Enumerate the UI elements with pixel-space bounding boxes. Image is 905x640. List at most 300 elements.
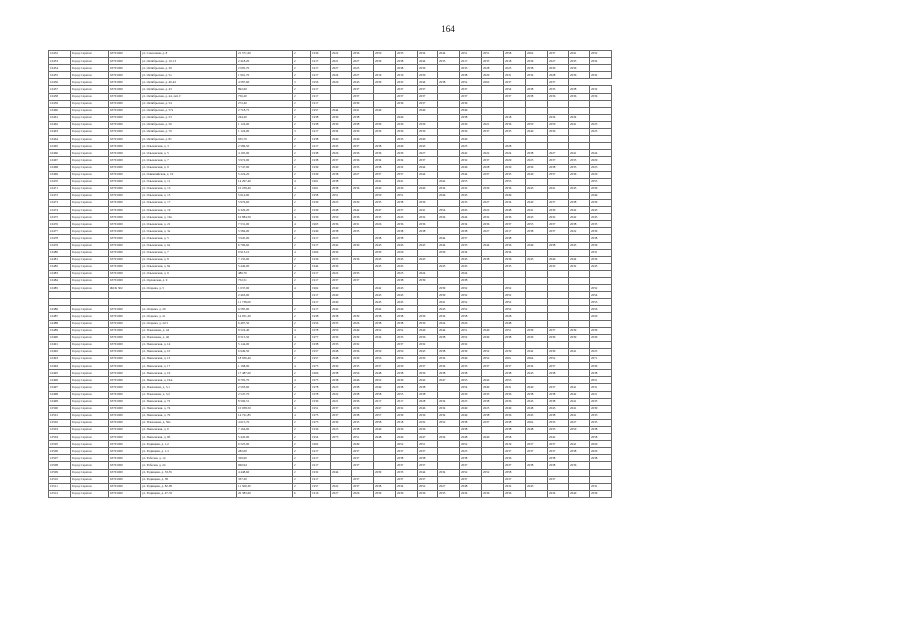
table-cell: 2019 bbox=[504, 441, 526, 448]
table-cell: 2040 bbox=[526, 199, 548, 206]
table-cell: 2043 bbox=[460, 207, 482, 214]
table-cell: 2034 bbox=[438, 434, 460, 441]
table-cell: Город Саратов bbox=[71, 129, 109, 136]
table-cell bbox=[569, 292, 590, 299]
table-cell: 63701000 bbox=[109, 171, 141, 178]
table-cell: Город Саратов bbox=[71, 86, 109, 93]
table-cell: 2073 bbox=[331, 434, 352, 441]
table-cell: 10452 bbox=[49, 51, 71, 58]
table-cell: 2025 bbox=[460, 448, 482, 455]
table-cell: 2021 bbox=[331, 58, 352, 65]
table-cell: ул. Ольховская, д. 3а bbox=[141, 228, 237, 235]
table-cell: 2029 bbox=[482, 72, 504, 79]
table-cell bbox=[482, 263, 504, 270]
table-cell: 2 bbox=[293, 462, 311, 469]
table-cell bbox=[482, 249, 504, 256]
table-cell: 2038 bbox=[460, 72, 482, 79]
table-cell: 2043 bbox=[526, 412, 548, 419]
table-cell: Город Саратов bbox=[71, 476, 109, 483]
table-cell: 2 bbox=[293, 228, 311, 235]
table-cell: 6 949,50 bbox=[237, 348, 293, 355]
table-cell: ул. Ольховская, д. 11 bbox=[141, 178, 237, 185]
table-cell: 10473 bbox=[49, 199, 71, 206]
table-cell: 2050 bbox=[374, 51, 396, 58]
table-cell: 10489 bbox=[49, 327, 71, 334]
table-cell: 2 547,70 bbox=[237, 391, 293, 398]
table-cell bbox=[418, 249, 438, 256]
table-cell: 2 bbox=[293, 448, 311, 455]
table-cell: 2045 bbox=[396, 285, 418, 292]
table-cell: 2039 bbox=[352, 334, 374, 341]
table-cell: 4 bbox=[293, 285, 311, 292]
table-cell: 1966 bbox=[311, 249, 331, 256]
table-cell: 2037 bbox=[460, 476, 482, 483]
table-cell bbox=[438, 150, 460, 157]
table-row bbox=[49, 72, 612, 79]
table-cell: 752,51 bbox=[237, 278, 293, 285]
table-cell: 3 945,00 bbox=[237, 235, 293, 242]
table-cell bbox=[482, 448, 504, 455]
table-cell bbox=[352, 469, 374, 476]
table-cell: 2019 bbox=[396, 72, 418, 79]
table-cell: 2027 bbox=[548, 58, 569, 65]
table-cell bbox=[438, 341, 460, 348]
table-cell: 10467 bbox=[49, 157, 71, 164]
table-cell: 63701000 bbox=[109, 327, 141, 334]
table-cell: 20 383,60 bbox=[237, 490, 293, 497]
table-cell: 10474 bbox=[49, 207, 71, 214]
table-cell: 2 bbox=[293, 114, 311, 121]
table-cell bbox=[548, 136, 569, 143]
table-cell: 5 144,00 bbox=[237, 341, 293, 348]
table-cell: 2030 bbox=[352, 199, 374, 206]
table-cell: 3 972,00 bbox=[237, 157, 293, 164]
table-cell: 2017 bbox=[396, 398, 418, 405]
table-cell: 2038 bbox=[374, 164, 396, 171]
table-cell: 63701000 bbox=[109, 334, 141, 341]
table-cell: 2040 bbox=[331, 299, 352, 306]
table-cell: 2045 bbox=[396, 292, 418, 299]
table-cell: 1917 bbox=[311, 242, 331, 249]
table-cell: 63701000 bbox=[109, 320, 141, 327]
table-cell: 2 bbox=[293, 263, 311, 270]
table-cell: 2027 bbox=[331, 490, 352, 497]
table-cell: 2058 bbox=[504, 434, 526, 441]
table-cell: 10454 bbox=[49, 65, 71, 72]
table-cell: 10502 bbox=[49, 419, 71, 426]
table-cell: 2028 bbox=[548, 72, 569, 79]
table-cell: 1957 bbox=[311, 107, 331, 114]
table-cell: 10508 bbox=[49, 462, 71, 469]
table-cell bbox=[418, 114, 438, 121]
table-cell: 1938 bbox=[311, 136, 331, 143]
table-cell: 2041 bbox=[526, 207, 548, 214]
table-cell: 1978 bbox=[311, 391, 331, 398]
table-cell: 2041 bbox=[569, 348, 590, 355]
table-cell: 2050 bbox=[526, 121, 548, 128]
table-cell: 2042 bbox=[331, 306, 352, 313]
table-cell bbox=[569, 249, 590, 256]
table-cell: 2023 bbox=[331, 199, 352, 206]
table-cell: 2 bbox=[293, 441, 311, 448]
table-cell: ЖСК 302 bbox=[109, 285, 141, 292]
table-cell: 10488 bbox=[49, 320, 71, 327]
table-cell: 10490 bbox=[49, 334, 71, 341]
table-cell: ул. Ольховская, д. 17 bbox=[141, 199, 237, 206]
table-cell: 2042 bbox=[460, 150, 482, 157]
table-cell: 9 515,50 bbox=[237, 334, 293, 341]
table-cell: 1957 bbox=[311, 483, 331, 490]
table-cell: Город Саратов bbox=[71, 348, 109, 355]
table-cell: 2052 bbox=[460, 285, 482, 292]
table-cell: ул. Ольховская, д. 5 bbox=[141, 235, 237, 242]
table-cell bbox=[352, 292, 374, 299]
table-cell: 2040 bbox=[526, 384, 548, 391]
table-cell: 2052 bbox=[504, 299, 526, 306]
table-cell: 2038 bbox=[504, 370, 526, 377]
table-cell: 2039 bbox=[438, 285, 460, 292]
table-cell: 2030 bbox=[352, 129, 374, 136]
table-cell: ул. Октябрьская, д. 43 bbox=[141, 86, 237, 93]
table-row bbox=[49, 235, 612, 242]
table-cell: Город Саратов bbox=[71, 136, 109, 143]
table-cell: 2035 bbox=[590, 419, 612, 426]
table-cell: 2036 bbox=[590, 256, 612, 263]
table-cell: 2038 bbox=[396, 228, 418, 235]
table-cell: 2037 bbox=[504, 221, 526, 228]
table-cell: 2051 bbox=[331, 192, 352, 199]
table-cell: 2050 bbox=[396, 348, 418, 355]
table-cell: 2031 bbox=[590, 384, 612, 391]
table-cell: 2035 bbox=[504, 171, 526, 178]
table-cell: Город Саратов bbox=[71, 341, 109, 348]
table-cell: 2049 bbox=[482, 334, 504, 341]
table-cell: 2024 bbox=[331, 72, 352, 79]
table-cell: 2037 bbox=[418, 363, 438, 370]
table-cell: 9 913,10 bbox=[237, 249, 293, 256]
table-cell bbox=[438, 228, 460, 235]
table-cell: 2027 bbox=[438, 483, 460, 490]
table-cell: 63701000 bbox=[109, 377, 141, 384]
table-cell: 10457 bbox=[49, 86, 71, 93]
table-cell: 5 224,20 bbox=[237, 171, 293, 178]
table-cell: 2038 bbox=[504, 426, 526, 433]
table-cell bbox=[569, 100, 590, 107]
table-cell: 2034 bbox=[396, 157, 418, 164]
table-cell: 2038 bbox=[548, 412, 569, 419]
table-cell: 1917 bbox=[311, 476, 331, 483]
table-cell: 2052 bbox=[460, 299, 482, 306]
table-cell: 2037 bbox=[460, 462, 482, 469]
table-cell: 960,94 bbox=[237, 462, 293, 469]
table-cell: 2043 bbox=[418, 256, 438, 263]
table-cell: 5 976,60 bbox=[237, 199, 293, 206]
table-cell: 2058 bbox=[374, 419, 396, 426]
table-cell: 2058 bbox=[590, 434, 612, 441]
table-cell: 2049 bbox=[352, 327, 374, 334]
table-cell: 2036 bbox=[504, 398, 526, 405]
table-row bbox=[49, 278, 612, 285]
table-cell: 2035 bbox=[590, 221, 612, 228]
table-cell: 10469 bbox=[49, 171, 71, 178]
table-cell: 2043 bbox=[374, 242, 396, 249]
table-cell: ул. Плеханова, д. 5,2 bbox=[141, 391, 237, 398]
table-row bbox=[49, 306, 612, 313]
table-cell bbox=[526, 469, 548, 476]
table-cell: 2036 bbox=[396, 185, 418, 192]
table-cell: 2 593,60 bbox=[237, 384, 293, 391]
table-cell bbox=[438, 270, 460, 277]
table-row bbox=[49, 448, 612, 455]
table-cell: 2036 bbox=[418, 490, 438, 497]
table-cell: 2039 bbox=[590, 228, 612, 235]
table-cell: 2035 bbox=[374, 214, 396, 221]
table-cell: 2036 bbox=[352, 51, 374, 58]
table-cell: 2061 bbox=[504, 356, 526, 363]
table-cell: 2040 bbox=[526, 171, 548, 178]
table-cell: 63701000 bbox=[109, 256, 141, 263]
table-cell: 2038 bbox=[352, 412, 374, 419]
table-cell: 63701000 bbox=[109, 441, 141, 448]
table-cell: 2034 bbox=[438, 313, 460, 320]
table-cell: 2022 bbox=[482, 150, 504, 157]
table-cell: 2037 bbox=[482, 157, 504, 164]
table-cell: 2032 bbox=[396, 79, 418, 86]
table-cell: 2045 bbox=[460, 256, 482, 263]
table-cell: 2036 bbox=[418, 426, 438, 433]
table-cell: 2 bbox=[293, 235, 311, 242]
table-cell: 1917 bbox=[311, 100, 331, 107]
table-cell: 2038 bbox=[438, 370, 460, 377]
table-cell: 2026 bbox=[374, 221, 396, 228]
table-cell: Город Саратов bbox=[71, 51, 109, 58]
table-cell: 2 bbox=[293, 483, 311, 490]
table-cell: 2034 bbox=[418, 51, 438, 58]
table-cell bbox=[590, 100, 612, 107]
table-cell: 2036 bbox=[352, 348, 374, 355]
table-cell: 4 bbox=[293, 185, 311, 192]
table-cell: 2029 bbox=[396, 249, 418, 256]
table-cell: 2038 bbox=[352, 391, 374, 398]
table-cell: ул. Огарева, д. 21 bbox=[141, 313, 237, 320]
table-cell bbox=[482, 370, 504, 377]
table-cell: 892,60 bbox=[237, 86, 293, 93]
table-cell: 2037 bbox=[548, 476, 569, 483]
table-cell: 2040 bbox=[460, 136, 482, 143]
table-cell: 8 506,51 bbox=[237, 398, 293, 405]
table-cell: 2036 bbox=[396, 129, 418, 136]
table-cell: 2038 bbox=[460, 419, 482, 426]
table-cell bbox=[438, 455, 460, 462]
table-cell: ул. Рабочая, д. 14 bbox=[141, 455, 237, 462]
table-cell: 63701000 bbox=[109, 455, 141, 462]
table-cell: 2032 bbox=[418, 419, 438, 426]
table-cell: 2036 bbox=[482, 490, 504, 497]
table-cell bbox=[331, 455, 352, 462]
table-cell bbox=[526, 178, 548, 185]
table-cell: 2038 bbox=[331, 370, 352, 377]
table-cell: 2037 bbox=[460, 235, 482, 242]
table-cell: 2052 bbox=[438, 419, 460, 426]
table-cell bbox=[141, 299, 237, 306]
table-cell: 2018 bbox=[396, 419, 418, 426]
table-cell: 63701000 bbox=[109, 136, 141, 143]
table-cell: ул. Орловская, д. 9 bbox=[141, 278, 237, 285]
table-cell bbox=[374, 455, 396, 462]
table-cell: 2043 bbox=[526, 256, 548, 263]
table-cell: 2035 bbox=[460, 363, 482, 370]
table-cell: 2038 bbox=[374, 483, 396, 490]
table-cell: 2048 bbox=[504, 320, 526, 327]
table-cell bbox=[569, 341, 590, 348]
table-cell: 2052 bbox=[374, 377, 396, 384]
table-cell: 2037 bbox=[352, 143, 374, 150]
table-cell: 2 bbox=[293, 370, 311, 377]
table-cell: 2030 bbox=[548, 65, 569, 72]
table-cell: 1939 bbox=[311, 164, 331, 171]
table-cell: 10510 bbox=[49, 476, 71, 483]
table-cell: 2036 bbox=[590, 185, 612, 192]
table-cell bbox=[352, 285, 374, 292]
table-cell: 2058 bbox=[504, 469, 526, 476]
table-cell: ул. Октябрьская, д. 54 bbox=[141, 100, 237, 107]
table-cell bbox=[438, 143, 460, 150]
table-cell: 2032 bbox=[418, 341, 438, 348]
table-cell: ул. Октябрьская, д. 5а bbox=[141, 72, 237, 79]
table-cell: 2036 bbox=[331, 263, 352, 270]
table-cell: 10472 bbox=[49, 192, 71, 199]
table-cell: 1 124,00 bbox=[237, 129, 293, 136]
table-cell: 1936 bbox=[311, 398, 331, 405]
table-cell: 10463 bbox=[49, 129, 71, 136]
table-cell: 2024 bbox=[504, 150, 526, 157]
table-cell: 2037 bbox=[526, 448, 548, 455]
table-cell bbox=[482, 143, 504, 150]
table-cell: ул. Радищева, д. 38 bbox=[141, 476, 237, 483]
table-cell: Город Саратов bbox=[71, 178, 109, 185]
table-cell: 2042 bbox=[569, 207, 590, 214]
table-row bbox=[49, 192, 612, 199]
table-cell bbox=[293, 292, 311, 299]
table-cell bbox=[526, 114, 548, 121]
table-cell: Город Саратов bbox=[71, 270, 109, 277]
table-cell bbox=[482, 114, 504, 121]
table-row bbox=[49, 370, 612, 377]
table-cell: 2 bbox=[293, 256, 311, 263]
table-cell: 1957 bbox=[311, 356, 331, 363]
table-cell bbox=[526, 270, 548, 277]
table-cell bbox=[590, 278, 612, 285]
table-cell: 2049 bbox=[352, 441, 374, 448]
table-cell: 2039 bbox=[352, 313, 374, 320]
table-cell: 2036 bbox=[352, 405, 374, 412]
table-cell: 2036 bbox=[396, 121, 418, 128]
table-cell bbox=[526, 490, 548, 497]
table-cell: 2032 bbox=[460, 341, 482, 348]
table-row bbox=[49, 107, 612, 114]
table-cell bbox=[526, 107, 548, 114]
table-cell: 2 586,50 bbox=[237, 143, 293, 150]
table-cell bbox=[590, 143, 612, 150]
table-cell: 2051 bbox=[590, 377, 612, 384]
table-cell: 63701000 bbox=[109, 58, 141, 65]
table-cell bbox=[482, 426, 504, 433]
table-cell: 2022 bbox=[569, 228, 590, 235]
table-cell: 2046 bbox=[418, 327, 438, 334]
table-cell: 2034 bbox=[438, 405, 460, 412]
table-cell: 1917 bbox=[311, 129, 331, 136]
table-cell: 2048 bbox=[374, 370, 396, 377]
table-cell: 2038 bbox=[418, 384, 438, 391]
table-cell: 1975 bbox=[311, 377, 331, 384]
table-cell: ул. Пензенская, д. 13 bbox=[141, 356, 237, 363]
table-row bbox=[49, 263, 612, 270]
table-cell bbox=[548, 483, 569, 490]
table-cell bbox=[569, 476, 590, 483]
table-cell: 2038 bbox=[526, 150, 548, 157]
table-row bbox=[49, 129, 612, 136]
table-cell: 18 936,40 bbox=[237, 356, 293, 363]
table-cell: 2064 bbox=[526, 356, 548, 363]
table-cell: 2034 bbox=[374, 334, 396, 341]
table-cell: 2025 bbox=[526, 157, 548, 164]
table-cell: 2037 bbox=[396, 448, 418, 455]
table-cell: 2039 bbox=[590, 334, 612, 341]
table-cell bbox=[569, 178, 590, 185]
table-cell: ул. Пензенская, д. 72 bbox=[141, 398, 237, 405]
table-cell: Город Саратов bbox=[71, 356, 109, 363]
table-cell bbox=[482, 299, 504, 306]
table-cell: 2037 bbox=[418, 86, 438, 93]
table-cell: 10 239,40 bbox=[237, 185, 293, 192]
table-cell bbox=[526, 136, 548, 143]
table-cell: 2039 bbox=[331, 419, 352, 426]
table-cell: 63701000 bbox=[109, 405, 141, 412]
table-cell: Город Саратов bbox=[71, 490, 109, 497]
table-cell: 1916 bbox=[311, 490, 331, 497]
table-cell bbox=[438, 164, 460, 171]
table-cell bbox=[526, 285, 548, 292]
table-cell: 2058 bbox=[374, 391, 396, 398]
table-cell bbox=[438, 93, 460, 100]
table-cell: Город Саратов bbox=[71, 419, 109, 426]
table-cell bbox=[352, 263, 374, 270]
table-cell: 2036 bbox=[504, 455, 526, 462]
table-cell: 1917 bbox=[311, 143, 331, 150]
table-cell: 63701000 bbox=[109, 214, 141, 221]
table-cell: Город Саратов bbox=[71, 384, 109, 391]
table-cell: 10512 bbox=[49, 490, 71, 497]
table-cell: 63701000 bbox=[109, 121, 141, 128]
table-cell: 2028 bbox=[482, 65, 504, 72]
table-cell: 2049 bbox=[504, 192, 526, 199]
table-cell bbox=[374, 228, 396, 235]
table-cell: 2055 bbox=[590, 299, 612, 306]
table-cell: Город Саратов bbox=[71, 79, 109, 86]
table-cell bbox=[418, 235, 438, 242]
table-cell: 2 bbox=[293, 136, 311, 143]
table-cell: 2030 bbox=[331, 334, 352, 341]
table-cell: 10487 bbox=[49, 313, 71, 320]
table-cell: 2040 bbox=[526, 129, 548, 136]
table-cell: 2035 bbox=[331, 320, 352, 327]
table-cell: 1962 bbox=[311, 441, 331, 448]
table-cell: 2024 bbox=[418, 270, 438, 277]
table-cell: 2042 bbox=[418, 377, 438, 384]
table-cell: 2049 bbox=[460, 412, 482, 419]
table-cell: 1932 bbox=[311, 469, 331, 476]
table-cell: 2 bbox=[293, 455, 311, 462]
